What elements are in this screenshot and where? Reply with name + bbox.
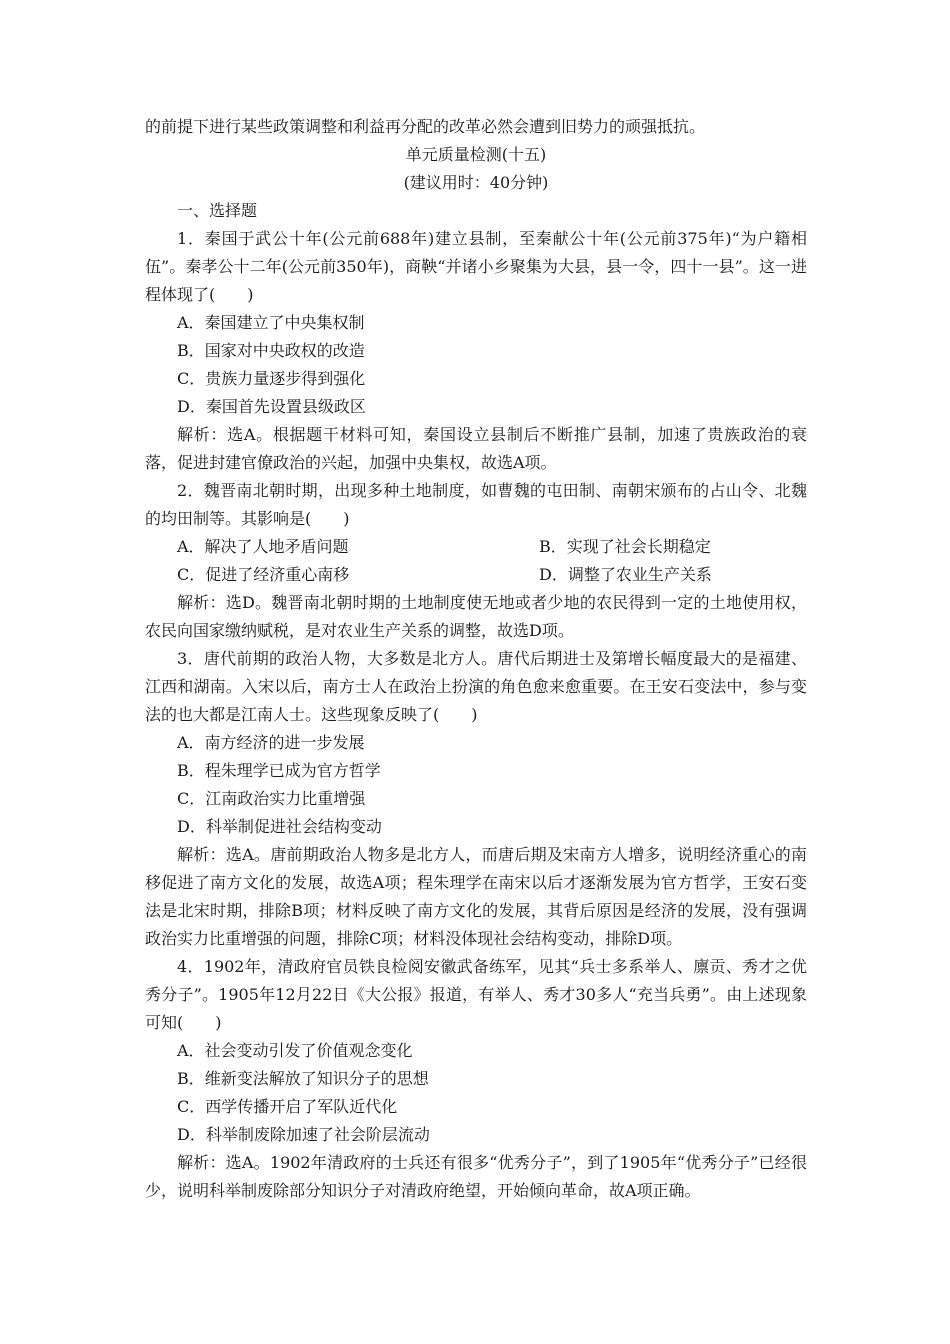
question-3 [145,645,807,953]
option-c: C．贵族力量逐步得到强化 [177,369,366,388]
unit-title: 单元质量检测(十五) [405,145,547,164]
question-stem: 1．秦国于武公十年(公元前688年)建立县制，至秦献公十年(公元前375年)“为户籍相伍”。秦孝公十二年(公元前350年)，商鞅“并诸小乡聚集为大县，县一令，四十一县”。这一进程体现了( ) [145,229,807,304]
option-d: D．秦国首先设置县级政区 [177,397,366,416]
option-b: B．维新变法解放了知识分子的思想 [177,1069,429,1088]
option-c: C．西学传播开启了军队近代化 [177,1097,398,1116]
question-4 [145,953,807,1205]
option-a: A．秦国建立了中央集权制 [177,313,365,332]
intro-tail-text: 的前提下进行某些政策调整和利益再分配的改革必然会遭到旧势力的顽强抵抗。 [145,117,706,136]
option-c: C．江南政治实力比重增强 [177,789,366,808]
analysis: 解析：选A。唐前期政治人物多是北方人，而唐后期及宋南方人增多，说明经济重心的南移促进了南方文化的发展，故选A项；程朱理学在南宋以后才逐渐发展为官方哲学，王安石变法是北宋时期，排除B项；材料反映了南方文化的发展，其背后原因是经济的发展，没有强调政治实力比重增强的问题，排除C项；材料没体现社会结构变动，排除D项。 [145,845,807,948]
options-row [145,561,807,589]
question-stem: 4．1902年，清政府官员铁良检阅安徽武备练军，见其“兵士多系举人、廪贡、秀才之优秀分子”。1905年12月22日《大公报》报道，有举人、秀才30多人“充当兵勇”。由上述现象可知( ) [145,957,807,1032]
section-heading: 一、选择题 [177,201,258,220]
options-row [145,533,807,561]
option-d: D．调整了农业生产关系 [539,565,712,584]
question-stem: 2．魏晋南北朝时期，出现多种土地制度，如曹魏的屯田制、南朝宋颁布的占山令、北魏的均田制等。其影响是( ) [145,481,807,528]
option-a: A．解决了人地矛盾问题 [177,537,349,556]
analysis: 解析：选A。根据题干材料可知，秦国设立县制后不断推广县制，加速了贵族政治的衰落，促进封建官僚政治的兴起，加强中央集权，故选A项。 [145,425,807,472]
question-2 [145,477,807,645]
question-stem: 3．唐代前期的政治人物，大多数是北方人。唐代后期进士及第增长幅度最大的是福建、江西和湖南。入宋以后，南方士人在政治上扮演的角色愈来愈重要。在王安石变法中，参与变法的也大都是江南人士。这些现象反映了( ) [145,649,807,724]
option-b: B．实现了社会长期稳定 [539,537,711,556]
option-b: B．国家对中央政权的改造 [177,341,365,360]
option-d: D．科举制废除加速了社会阶层流动 [177,1125,430,1144]
option-a: A．南方经济的进一步发展 [177,733,365,752]
option-a: A．社会变动引发了价值观念变化 [177,1041,413,1060]
analysis: 解析：选D。魏晋南北朝时期的土地制度使无地或者少地的农民得到一定的土地使用权，农民向国家缴纳赋税，是对农业生产关系的调整，故选D项。 [145,593,807,640]
question-1 [145,225,807,477]
analysis: 解析：选A。1902年清政府的士兵还有很多“优秀分子”，到了1905年“优秀分子”已经很少，说明科举制废除部分知识分子对清政府绝望，开始倾向革命，故A项正确。 [145,1153,807,1200]
suggested-time: (建议用时：40分钟) [403,173,549,192]
option-b: B．程朱理学已成为官方哲学 [177,761,381,780]
option-c: C．促进了经济重心南移 [177,565,350,584]
document-page [145,113,807,1205]
option-d: D．科举制促进社会结构变动 [177,817,382,836]
